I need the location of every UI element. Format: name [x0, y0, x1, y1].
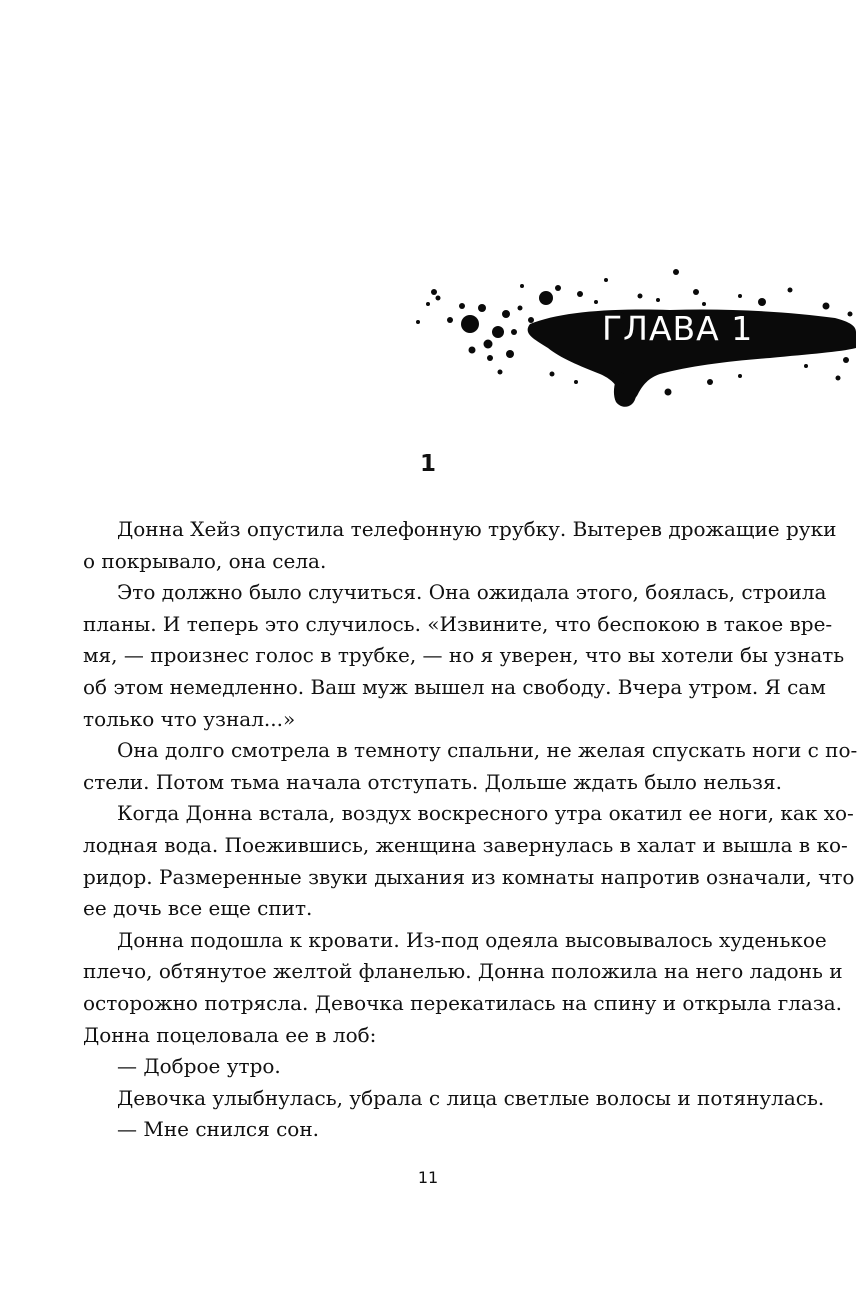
text-line: Донна Хейз опустила телефонную трубку. Вытерев дрожащие руки — [117, 517, 837, 541]
chapter-banner — [410, 262, 856, 412]
text-line: Когда Донна встала, воздух воскресного утра окатил ее ноги, как хо- — [117, 801, 854, 826]
text-line: о покрывало, она села. — [83, 548, 327, 573]
dialogue-line: — Доброе утро. — [117, 1054, 281, 1079]
text-line: стели. Потом тьма начала отступать. Дольше ждать было нельзя. — [83, 769, 782, 794]
text-line: планы. И теперь это случилось. «Извините, что беспокою в такое вре- — [83, 611, 833, 636]
text-line: лодная вода. Поежившись, женщина завернулась в халат и вышла в ко- — [83, 832, 848, 857]
page-number: 11 — [417, 1168, 439, 1187]
text-line: Это должно было случиться. Она ожидала этого, боялась, строила — [117, 580, 827, 605]
text-line: ее дочь все еще спит. — [83, 896, 313, 921]
text-line: об этом немедленно. Ваш муж вышел на свободу. Вчера утром. Я сам — [83, 674, 826, 699]
text-line: мя, — произнес голос в трубке, — но я уверен, что вы хотели бы узнать — [83, 643, 845, 668]
text-line: ридор. Размеренные звуки дыхания из комнаты напротив означали, что — [83, 864, 855, 889]
text-line: Она долго смотрела в темноту спальни, не желая спускать ноги с по- — [117, 738, 857, 763]
dialogue-line: — Мне снился сон. — [117, 1117, 320, 1142]
text-line: Донна подошла к кровати. Из-под одеяла высовывалось худенькое — [117, 927, 827, 952]
text-line: Донна поцеловала ее в лоб: — [83, 1022, 377, 1047]
text-line: Девочка улыбнулась, убрала с лица светлые волосы и потянулась. — [117, 1085, 825, 1110]
section-number: 1 — [419, 451, 436, 477]
body-text — [83, 514, 857, 1146]
chapter-title: ГЛАВА 1 — [602, 309, 754, 348]
text-line: плечо, обтянутое желтой фланелью. Донна положила на него ладонь и — [83, 959, 843, 984]
text-line: осторожно потрясла. Девочка перекатилась на спину и открыла глаза. — [83, 990, 843, 1015]
text-line: только что узнал...» — [83, 706, 296, 731]
